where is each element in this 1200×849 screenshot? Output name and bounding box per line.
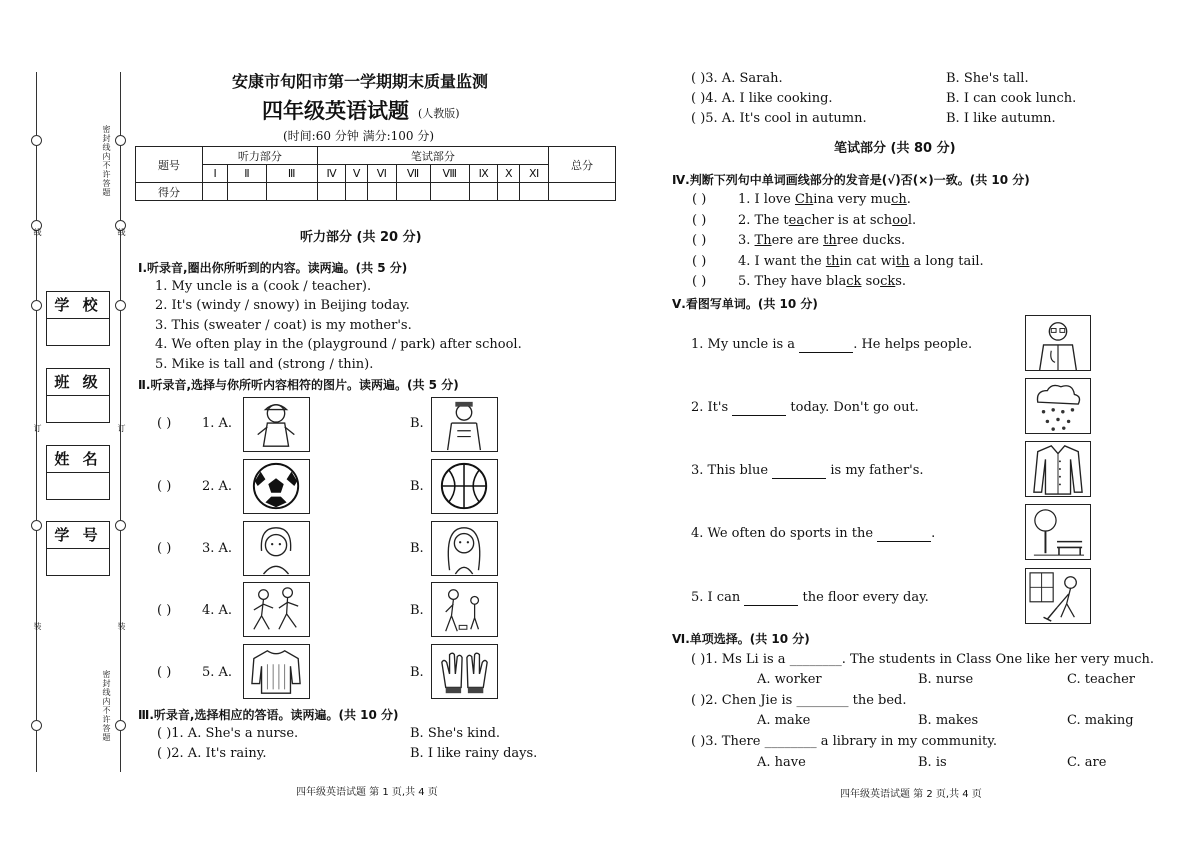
answer-paren[interactable]: ( ) bbox=[692, 233, 707, 248]
q6-option-b: B. nurse bbox=[918, 672, 974, 687]
binding-margin bbox=[0, 0, 130, 849]
binding-ring bbox=[115, 300, 126, 311]
q3-option-b: B. She's kind. bbox=[410, 726, 501, 741]
q2-item-label: 2. A. bbox=[202, 479, 233, 494]
order-mark: 订 bbox=[117, 424, 126, 433]
q6-item: ( )1. Ms Li is a ________. The students in Class One like her very much. bbox=[691, 652, 1155, 667]
edition-label: (人教版) bbox=[418, 107, 460, 120]
listening-section-title: 听力部分 (共 20 分) bbox=[300, 230, 422, 245]
writing-section-title: 笔试部分 (共 80 分) bbox=[834, 141, 956, 156]
q1-item: 4. We often play in the (playground / park) after school. bbox=[155, 337, 522, 352]
score-table-writing: 笔试部分 bbox=[317, 147, 548, 165]
score-cell[interactable] bbox=[203, 183, 228, 201]
q3-item: ( )2. A. It's rainy. bbox=[157, 746, 267, 761]
binding-ring bbox=[115, 520, 126, 531]
binding-ring bbox=[31, 135, 42, 146]
sweeping-picture bbox=[1025, 568, 1091, 624]
binding-ring bbox=[115, 135, 126, 146]
q1-item: 5. Mike is tall and (strong / thin). bbox=[155, 357, 374, 372]
score-cell[interactable] bbox=[368, 183, 396, 201]
q6-title: Ⅵ.单项选择。(共 10 分) bbox=[672, 632, 810, 646]
numeral-cell: Ⅱ bbox=[228, 165, 266, 183]
answer-paren[interactable]: ( ) bbox=[692, 192, 707, 207]
short-hair-girl-picture bbox=[243, 521, 310, 576]
q3-cont-item: ( )3. A. Sarah. bbox=[691, 71, 783, 86]
numeral-cell: Ⅳ bbox=[317, 165, 345, 183]
q2-item-label: 4. A. bbox=[202, 603, 233, 618]
q4-item: 1. I love China very much. bbox=[738, 192, 911, 207]
line-mark: 线 bbox=[117, 228, 126, 237]
numeral-cell: Ⅹ bbox=[498, 165, 520, 183]
q6-option-c: C. are bbox=[1067, 755, 1107, 770]
line-mark: 线 bbox=[33, 228, 42, 237]
numeral-cell: Ⅺ bbox=[520, 165, 549, 183]
binding-line-outer bbox=[36, 72, 37, 772]
bind-mark: 装 bbox=[33, 622, 42, 631]
q4-title: Ⅳ.判断下列句中单词画线部分的发音是(√)否(×)一致。(共 10 分) bbox=[672, 173, 1030, 187]
answer-blank[interactable] bbox=[772, 466, 826, 479]
shirt-picture bbox=[1025, 441, 1091, 497]
q5-item: 1. My uncle is a . He helps people. bbox=[691, 337, 973, 352]
basketball-picture bbox=[431, 459, 498, 514]
score-cell[interactable] bbox=[266, 183, 317, 201]
score-table-total: 总分 bbox=[549, 147, 616, 183]
bind-mark: 装 bbox=[117, 622, 126, 631]
q3-cont-option-b: B. I can cook lunch. bbox=[946, 91, 1077, 106]
q6-option-a: A. make bbox=[757, 713, 811, 728]
score-cell[interactable] bbox=[396, 183, 430, 201]
name-label: 姓 名 bbox=[47, 446, 109, 473]
score-cell[interactable] bbox=[498, 183, 520, 201]
exam-title-1: 安康市旬阳市第一学期期末质量监测 bbox=[232, 72, 489, 91]
family-with-dog-picture bbox=[431, 582, 498, 637]
q5-item: 2. It's today. Don't go out. bbox=[691, 400, 919, 415]
binding-ring bbox=[31, 720, 42, 731]
q2-item-label: 5. A. bbox=[202, 665, 233, 680]
numeral-cell: Ⅶ bbox=[396, 165, 430, 183]
answer-blank[interactable] bbox=[799, 340, 853, 353]
q4-item: 5. They have black socks. bbox=[738, 274, 907, 289]
student-id-blank[interactable] bbox=[47, 549, 109, 575]
long-hair-girl-picture bbox=[431, 521, 498, 576]
q1-item: 2. It's (windy / snowy) in Beijing today. bbox=[155, 298, 410, 313]
answer-paren[interactable]: ( ) bbox=[157, 416, 172, 431]
people-walking-picture bbox=[243, 582, 310, 637]
q1-item: 3. This (sweater / coat) is my mother's. bbox=[155, 318, 412, 333]
school-label: 学 校 bbox=[47, 292, 109, 319]
time-info: (时间:60 分钟 满分:100 分) bbox=[283, 129, 435, 143]
q3-cont-item: ( )5. A. It's cool in autumn. bbox=[691, 111, 867, 126]
q3-cont-option-b: B. I like autumn. bbox=[946, 111, 1056, 126]
seal-warning-top: 密封线内不许答题 bbox=[102, 125, 111, 197]
class-field[interactable] bbox=[46, 368, 110, 423]
soccer-ball-picture bbox=[243, 459, 310, 514]
numeral-cell: Ⅵ bbox=[368, 165, 396, 183]
answer-paren[interactable]: ( ) bbox=[157, 665, 172, 680]
q3-option-b: B. I like rainy days. bbox=[410, 746, 538, 761]
page-footer-left: 四年级英语试题 第 1 页,共 4 页 bbox=[296, 787, 438, 798]
q2-item-label: 1. A. bbox=[202, 416, 233, 431]
answer-paren[interactable]: ( ) bbox=[157, 603, 172, 618]
name-blank[interactable] bbox=[47, 473, 109, 499]
order-mark: 订 bbox=[33, 424, 42, 433]
name-field[interactable] bbox=[46, 445, 110, 500]
doctor-picture bbox=[1025, 315, 1091, 371]
q3-cont-item: ( )4. A. I like cooking. bbox=[691, 91, 833, 106]
answer-paren[interactable]: ( ) bbox=[692, 254, 707, 269]
score-cell[interactable] bbox=[346, 183, 368, 201]
park-bench-picture bbox=[1025, 504, 1091, 560]
q1-title: Ⅰ.听录音,圈出你所听到的内容。读两遍。(共 5 分) bbox=[138, 261, 408, 275]
score-table-listening: 听力部分 bbox=[203, 147, 318, 165]
student-id-field[interactable] bbox=[46, 521, 110, 576]
option-b-label: B. bbox=[410, 416, 424, 431]
answer-blank[interactable] bbox=[732, 403, 786, 416]
binding-ring bbox=[31, 520, 42, 531]
gloves-picture bbox=[431, 644, 498, 699]
binding-ring bbox=[31, 300, 42, 311]
binding-ring bbox=[115, 720, 126, 731]
score-table-defen: 得分 bbox=[136, 183, 203, 201]
answer-paren[interactable]: ( ) bbox=[692, 213, 707, 228]
score-cell[interactable] bbox=[520, 183, 549, 201]
q4-item: 4. I want the thin cat with a long tail. bbox=[738, 254, 984, 269]
score-cell[interactable] bbox=[228, 183, 266, 201]
q4-item: 3. There are three ducks. bbox=[738, 233, 906, 248]
q4-item: 2. The teacher is at school. bbox=[738, 213, 917, 228]
q2-title: Ⅱ.听录音,选择与你所听内容相符的图片。读两遍。(共 5 分) bbox=[138, 378, 459, 392]
option-b-label: B. bbox=[410, 541, 424, 556]
numeral-cell: Ⅷ bbox=[430, 165, 470, 183]
score-cell[interactable] bbox=[317, 183, 345, 201]
school-field[interactable] bbox=[46, 291, 110, 346]
soldier-picture bbox=[431, 397, 498, 452]
binding-line-inner bbox=[120, 72, 121, 772]
q6-option-c: C. teacher bbox=[1067, 672, 1135, 687]
numeral-cell: Ⅴ bbox=[346, 165, 368, 183]
answer-paren[interactable]: ( ) bbox=[157, 541, 172, 556]
exam-title-2: 四年级英语试题 bbox=[262, 98, 409, 123]
answer-paren[interactable]: ( ) bbox=[692, 274, 707, 289]
q5-item: 4. We often do sports in the . bbox=[691, 526, 936, 541]
q5-item: 3. This blue is my father's. bbox=[691, 463, 924, 478]
answer-blank[interactable] bbox=[744, 593, 798, 606]
option-b-label: B. bbox=[410, 665, 424, 680]
q6-option-a: A. have bbox=[757, 755, 806, 770]
numeral-cell: Ⅸ bbox=[470, 165, 498, 183]
q1-item: 1. My uncle is a (cook / teacher). bbox=[155, 279, 372, 294]
q6-option-c: C. making bbox=[1067, 713, 1134, 728]
sweater-picture bbox=[243, 644, 310, 699]
page-footer-right: 四年级英语试题 第 2 页,共 4 页 bbox=[840, 789, 982, 800]
q3-cont-option-b: B. She's tall. bbox=[946, 71, 1029, 86]
score-table-tihao: 题号 bbox=[136, 147, 203, 183]
numeral-cell: Ⅰ bbox=[203, 165, 228, 183]
score-cell[interactable] bbox=[430, 183, 470, 201]
q5-item: 5. I can the floor every day. bbox=[691, 590, 929, 605]
q6-item: ( )3. There ________ a library in my community. bbox=[691, 734, 998, 749]
q3-item: ( )1. A. She's a nurse. bbox=[157, 726, 299, 741]
option-b-label: B. bbox=[410, 603, 424, 618]
score-cell[interactable] bbox=[470, 183, 498, 201]
q6-option-a: A. worker bbox=[757, 672, 822, 687]
q6-option-b: B. makes bbox=[918, 713, 979, 728]
answer-paren[interactable]: ( ) bbox=[157, 479, 172, 494]
student-id-label: 学 号 bbox=[47, 522, 109, 549]
q2-item-label: 3. A. bbox=[202, 541, 233, 556]
numeral-cell: Ⅲ bbox=[266, 165, 317, 183]
rain-cloud-picture bbox=[1025, 378, 1091, 434]
school-blank[interactable] bbox=[47, 319, 109, 345]
q6-option-b: B. is bbox=[918, 755, 947, 770]
seal-warning-bottom: 密封线内不许答题 bbox=[102, 670, 111, 742]
q5-title: Ⅴ.看图写单词。(共 10 分) bbox=[672, 297, 818, 311]
option-b-label: B. bbox=[410, 479, 424, 494]
class-blank[interactable] bbox=[47, 396, 109, 422]
class-label: 班 级 bbox=[47, 369, 109, 396]
answer-blank[interactable] bbox=[877, 529, 931, 542]
score-cell[interactable] bbox=[549, 183, 616, 201]
q3-title: Ⅲ.听录音,选择相应的答语。读两遍。(共 10 分) bbox=[138, 708, 399, 722]
score-table bbox=[135, 146, 616, 201]
q6-item: ( )2. Chen Jie is ________ the bed. bbox=[691, 693, 907, 708]
girl-with-hat-picture bbox=[243, 397, 310, 452]
